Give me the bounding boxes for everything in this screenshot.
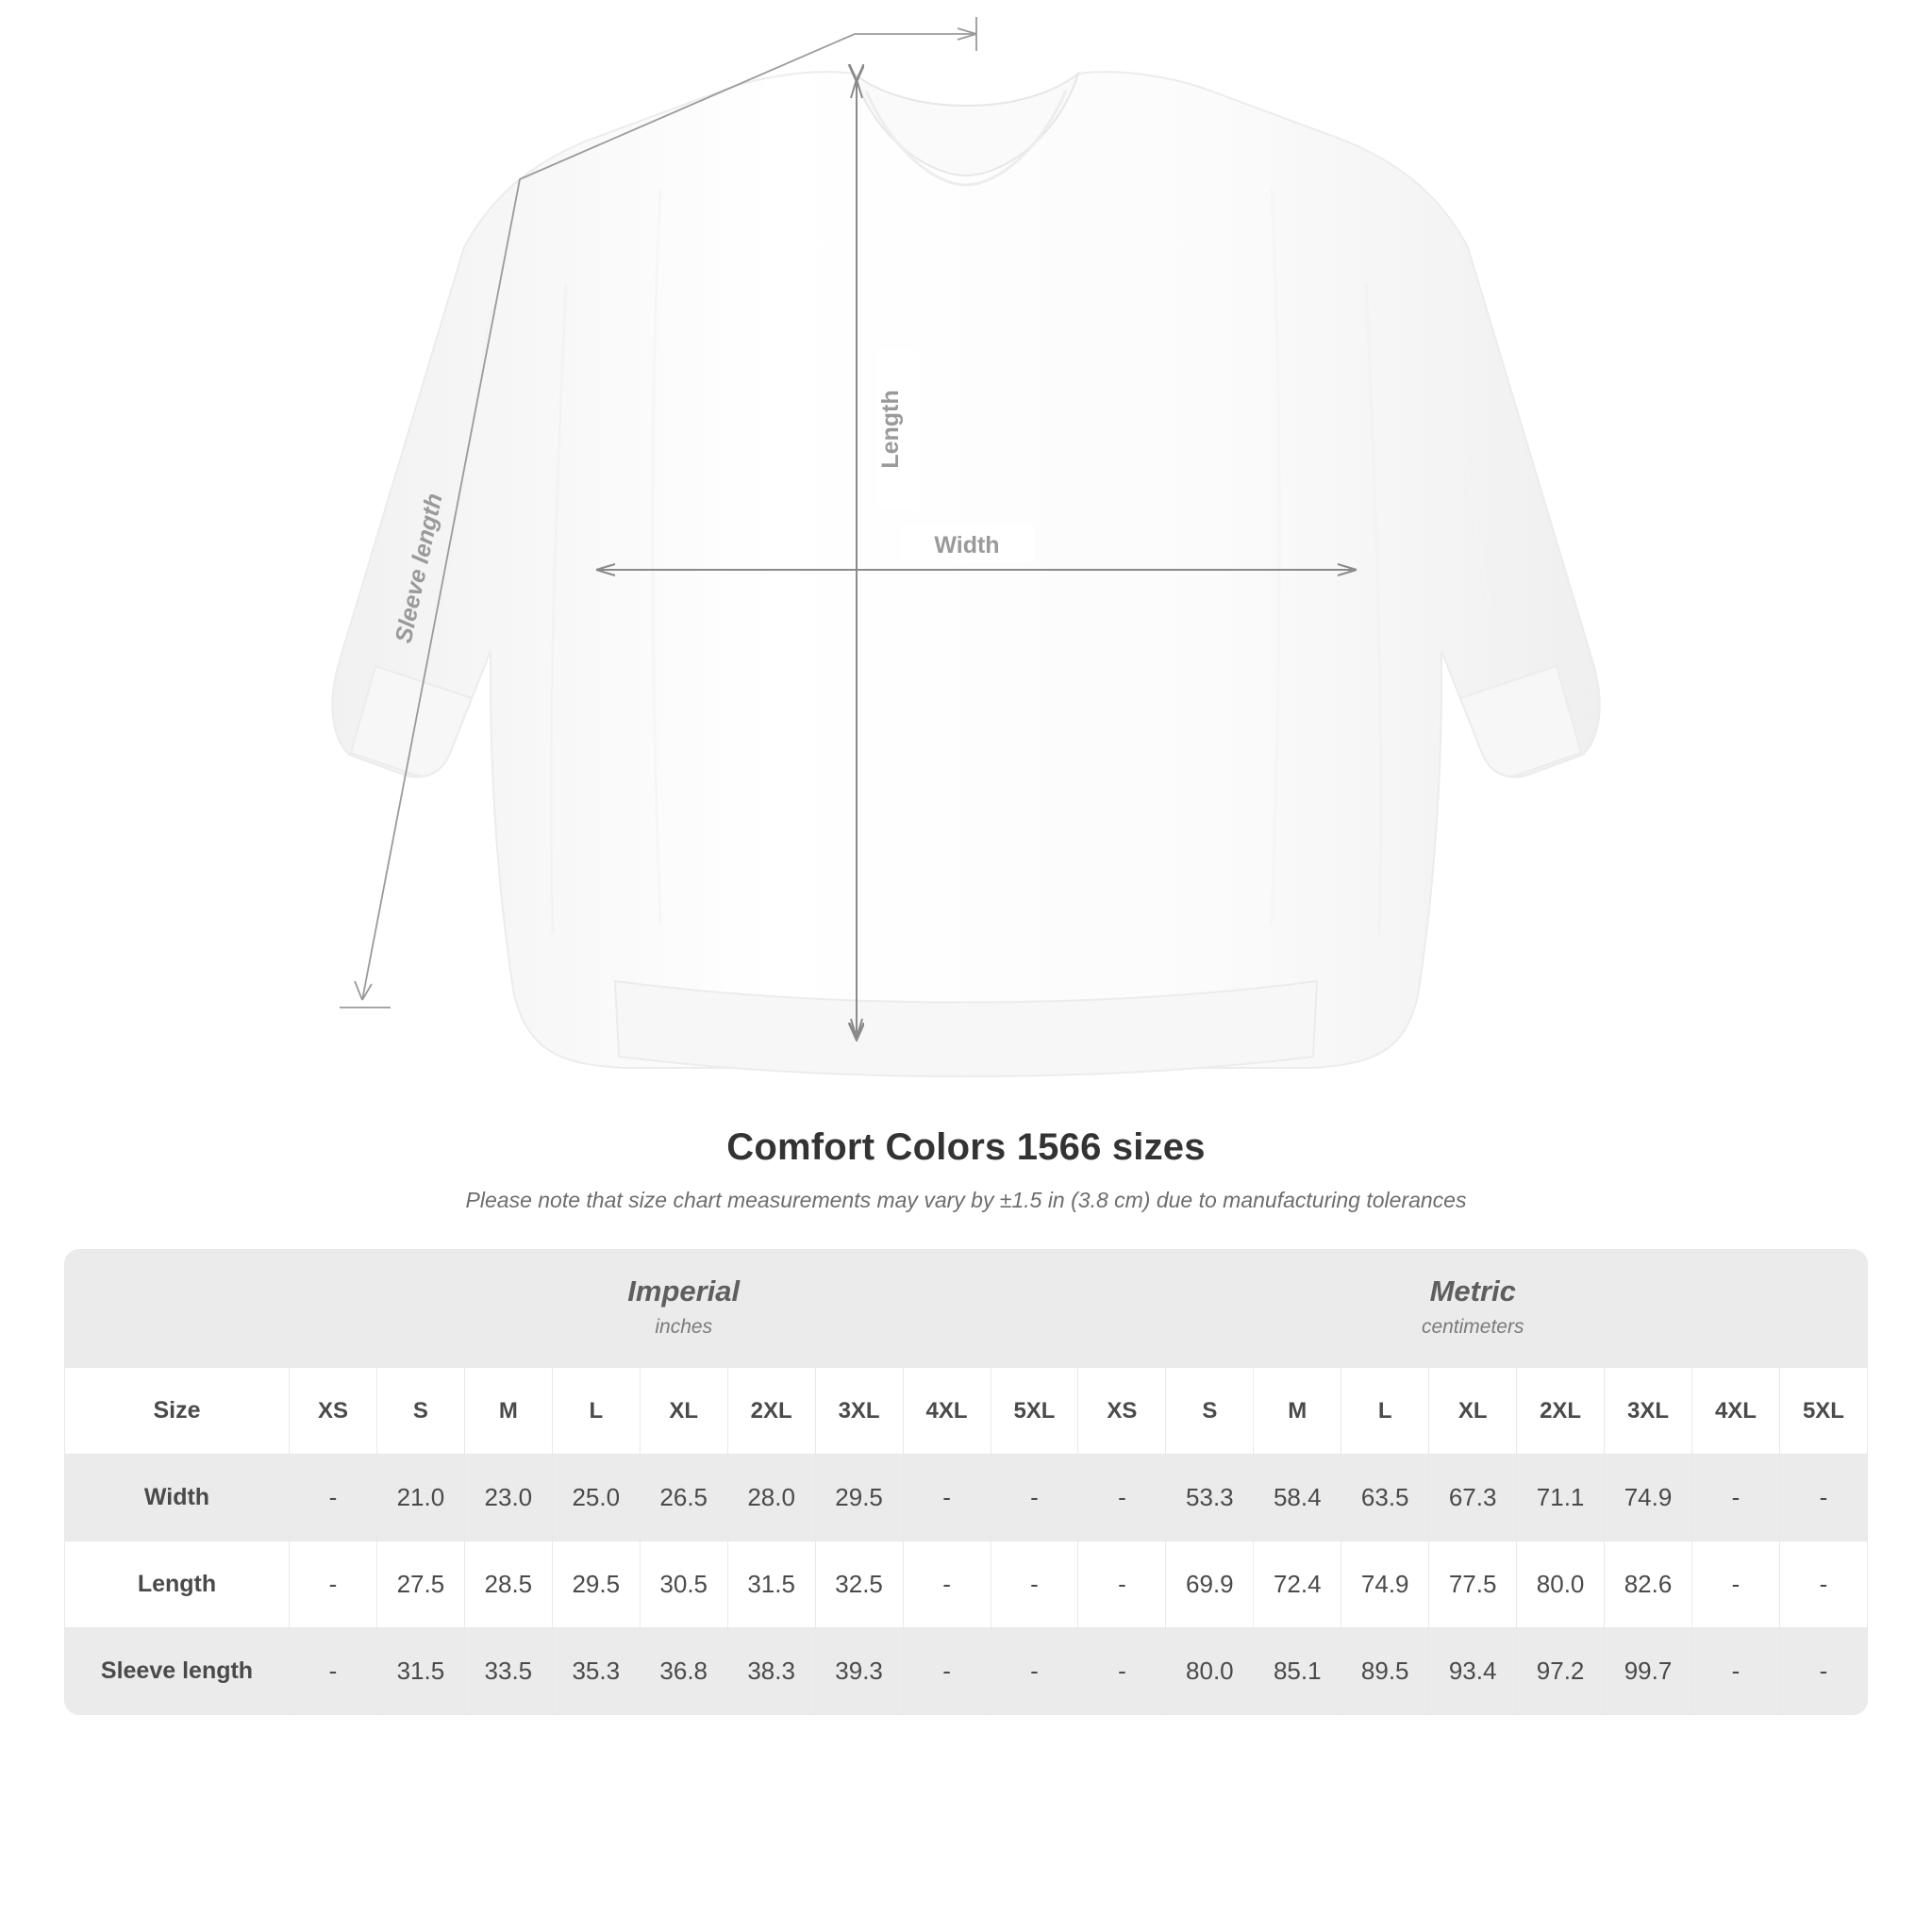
cell-sleeve-length-imperial-5xl: - bbox=[991, 1628, 1078, 1715]
cell-width-imperial-3xl: 29.5 bbox=[815, 1455, 903, 1541]
cell-length-imperial-l: 29.5 bbox=[552, 1541, 640, 1628]
size-table-wrapper bbox=[64, 1249, 1868, 1715]
size-header-imperial-2xl: 2XL bbox=[727, 1368, 815, 1455]
cell-width-metric-m: 58.4 bbox=[1254, 1455, 1341, 1541]
cell-length-imperial-5xl: - bbox=[991, 1541, 1078, 1628]
size-header-imperial-5xl: 5XL bbox=[991, 1368, 1078, 1455]
size-header-row bbox=[65, 1368, 1868, 1455]
cell-width-imperial-4xl: - bbox=[903, 1455, 991, 1541]
cell-length-imperial-s: 27.5 bbox=[376, 1541, 464, 1628]
width-label bbox=[901, 525, 1033, 562]
sweatshirt-graphic bbox=[332, 72, 1599, 1076]
cell-sleeve-length-metric-xs: - bbox=[1078, 1628, 1166, 1715]
size-header-imperial-m: M bbox=[464, 1368, 552, 1455]
cell-sleeve-length-metric-m: 85.1 bbox=[1254, 1628, 1341, 1715]
cell-width-metric-5xl: - bbox=[1779, 1455, 1867, 1541]
cell-width-imperial-xl: 26.5 bbox=[640, 1455, 727, 1541]
size-header-metric-5xl: 5XL bbox=[1779, 1368, 1867, 1455]
cell-sleeve-length-imperial-s: 31.5 bbox=[376, 1628, 464, 1715]
cell-length-imperial-xl: 30.5 bbox=[640, 1541, 727, 1628]
cell-width-metric-s: 53.3 bbox=[1166, 1455, 1254, 1541]
svg-text:Sleeve length: Sleeve length bbox=[390, 491, 448, 646]
cell-sleeve-length-metric-l: 89.5 bbox=[1341, 1628, 1429, 1715]
cell-length-imperial-3xl: 32.5 bbox=[815, 1541, 903, 1628]
cell-length-imperial-m: 28.5 bbox=[464, 1541, 552, 1628]
cell-length-imperial-2xl: 31.5 bbox=[727, 1541, 815, 1628]
size-header-metric-s: S bbox=[1166, 1368, 1254, 1455]
cell-width-imperial-m: 23.0 bbox=[464, 1455, 552, 1541]
size-header-metric-2xl: 2XL bbox=[1517, 1368, 1605, 1455]
row-label-width: Width bbox=[65, 1455, 290, 1541]
svg-text:Length: Length bbox=[877, 390, 904, 469]
cell-sleeve-length-imperial-m: 33.5 bbox=[464, 1628, 552, 1715]
cell-sleeve-length-metric-3xl: 99.7 bbox=[1605, 1628, 1692, 1715]
size-header-metric-xl: XL bbox=[1429, 1368, 1517, 1455]
cell-sleeve-length-imperial-l: 35.3 bbox=[552, 1628, 640, 1715]
cell-sleeve-length-metric-s: 80.0 bbox=[1166, 1628, 1254, 1715]
length-label bbox=[877, 349, 919, 509]
cell-sleeve-length-imperial-3xl: 39.3 bbox=[815, 1628, 903, 1715]
cell-length-metric-3xl: 82.6 bbox=[1605, 1541, 1692, 1628]
row-label-length: Length bbox=[65, 1541, 290, 1628]
table-row bbox=[65, 1541, 1868, 1628]
cell-width-imperial-xs: - bbox=[290, 1455, 377, 1541]
size-header-imperial-3xl: 3XL bbox=[815, 1368, 903, 1455]
cell-width-metric-4xl: - bbox=[1692, 1455, 1780, 1541]
size-table bbox=[64, 1249, 1868, 1715]
system-metric-name: Metric bbox=[1429, 1274, 1516, 1307]
system-metric-unit: centimeters bbox=[1421, 1316, 1524, 1338]
tolerance-note: Please note that size chart measurements may vary by ±1.5 in (3.8 cm) due to manufacturing tolerances bbox=[465, 1188, 1467, 1212]
row-label-sleeve-length: Sleeve length bbox=[65, 1628, 290, 1715]
size-header-metric-3xl: 3XL bbox=[1605, 1368, 1692, 1455]
size-header-imperial-xl: XL bbox=[640, 1368, 727, 1455]
cell-length-metric-2xl: 80.0 bbox=[1517, 1541, 1605, 1628]
table-row bbox=[65, 1628, 1868, 1715]
system-imperial-unit: inches bbox=[655, 1316, 713, 1338]
cell-length-metric-l: 74.9 bbox=[1341, 1541, 1429, 1628]
size-header-imperial-4xl: 4XL bbox=[903, 1368, 991, 1455]
system-imperial bbox=[290, 1250, 1078, 1368]
cell-sleeve-length-imperial-4xl: - bbox=[903, 1628, 991, 1715]
cell-length-metric-m: 72.4 bbox=[1254, 1541, 1341, 1628]
system-metric bbox=[1078, 1250, 1868, 1368]
cell-length-metric-5xl: - bbox=[1779, 1541, 1867, 1628]
cell-sleeve-length-imperial-xs: - bbox=[290, 1628, 377, 1715]
cell-length-imperial-xs: - bbox=[290, 1541, 377, 1628]
cell-width-metric-xs: - bbox=[1078, 1455, 1166, 1541]
system-header-spacer bbox=[65, 1250, 290, 1368]
system-header-row bbox=[65, 1250, 1868, 1368]
cell-sleeve-length-imperial-2xl: 38.3 bbox=[727, 1628, 815, 1715]
page-title: Comfort Colors 1566 sizes bbox=[726, 1126, 1206, 1168]
cell-sleeve-length-metric-5xl: - bbox=[1779, 1628, 1867, 1715]
cell-width-metric-xl: 67.3 bbox=[1429, 1455, 1517, 1541]
cell-width-metric-2xl: 71.1 bbox=[1517, 1455, 1605, 1541]
cell-length-metric-4xl: - bbox=[1692, 1541, 1780, 1628]
size-header-imperial-l: L bbox=[552, 1368, 640, 1455]
cell-length-imperial-4xl: - bbox=[903, 1541, 991, 1628]
size-header-metric-l: L bbox=[1341, 1368, 1429, 1455]
cell-width-imperial-l: 25.0 bbox=[552, 1455, 640, 1541]
size-header-label: Size bbox=[65, 1368, 290, 1455]
cell-width-imperial-2xl: 28.0 bbox=[727, 1455, 815, 1541]
title-block bbox=[0, 1126, 1932, 1213]
size-header-imperial-xs: XS bbox=[290, 1368, 377, 1455]
cell-length-metric-s: 69.9 bbox=[1166, 1541, 1254, 1628]
size-header-metric-xs: XS bbox=[1078, 1368, 1166, 1455]
svg-text:Width: Width bbox=[934, 532, 1000, 558]
size-header-metric-4xl: 4XL bbox=[1692, 1368, 1780, 1455]
size-header-imperial-s: S bbox=[376, 1368, 464, 1455]
cell-sleeve-length-metric-2xl: 97.2 bbox=[1517, 1628, 1605, 1715]
cell-width-imperial-s: 21.0 bbox=[376, 1455, 464, 1541]
cell-width-imperial-5xl: - bbox=[991, 1455, 1078, 1541]
cell-width-metric-l: 63.5 bbox=[1341, 1455, 1429, 1541]
cell-width-metric-3xl: 74.9 bbox=[1605, 1455, 1692, 1541]
table-row bbox=[65, 1455, 1868, 1541]
system-imperial-name: Imperial bbox=[627, 1274, 741, 1307]
size-header-metric-m: M bbox=[1254, 1368, 1341, 1455]
cell-sleeve-length-imperial-xl: 36.8 bbox=[640, 1628, 727, 1715]
cell-sleeve-length-metric-4xl: - bbox=[1692, 1628, 1780, 1715]
cell-length-metric-xl: 77.5 bbox=[1429, 1541, 1517, 1628]
cell-sleeve-length-metric-xl: 93.4 bbox=[1429, 1628, 1517, 1715]
cell-length-metric-xs: - bbox=[1078, 1541, 1166, 1628]
